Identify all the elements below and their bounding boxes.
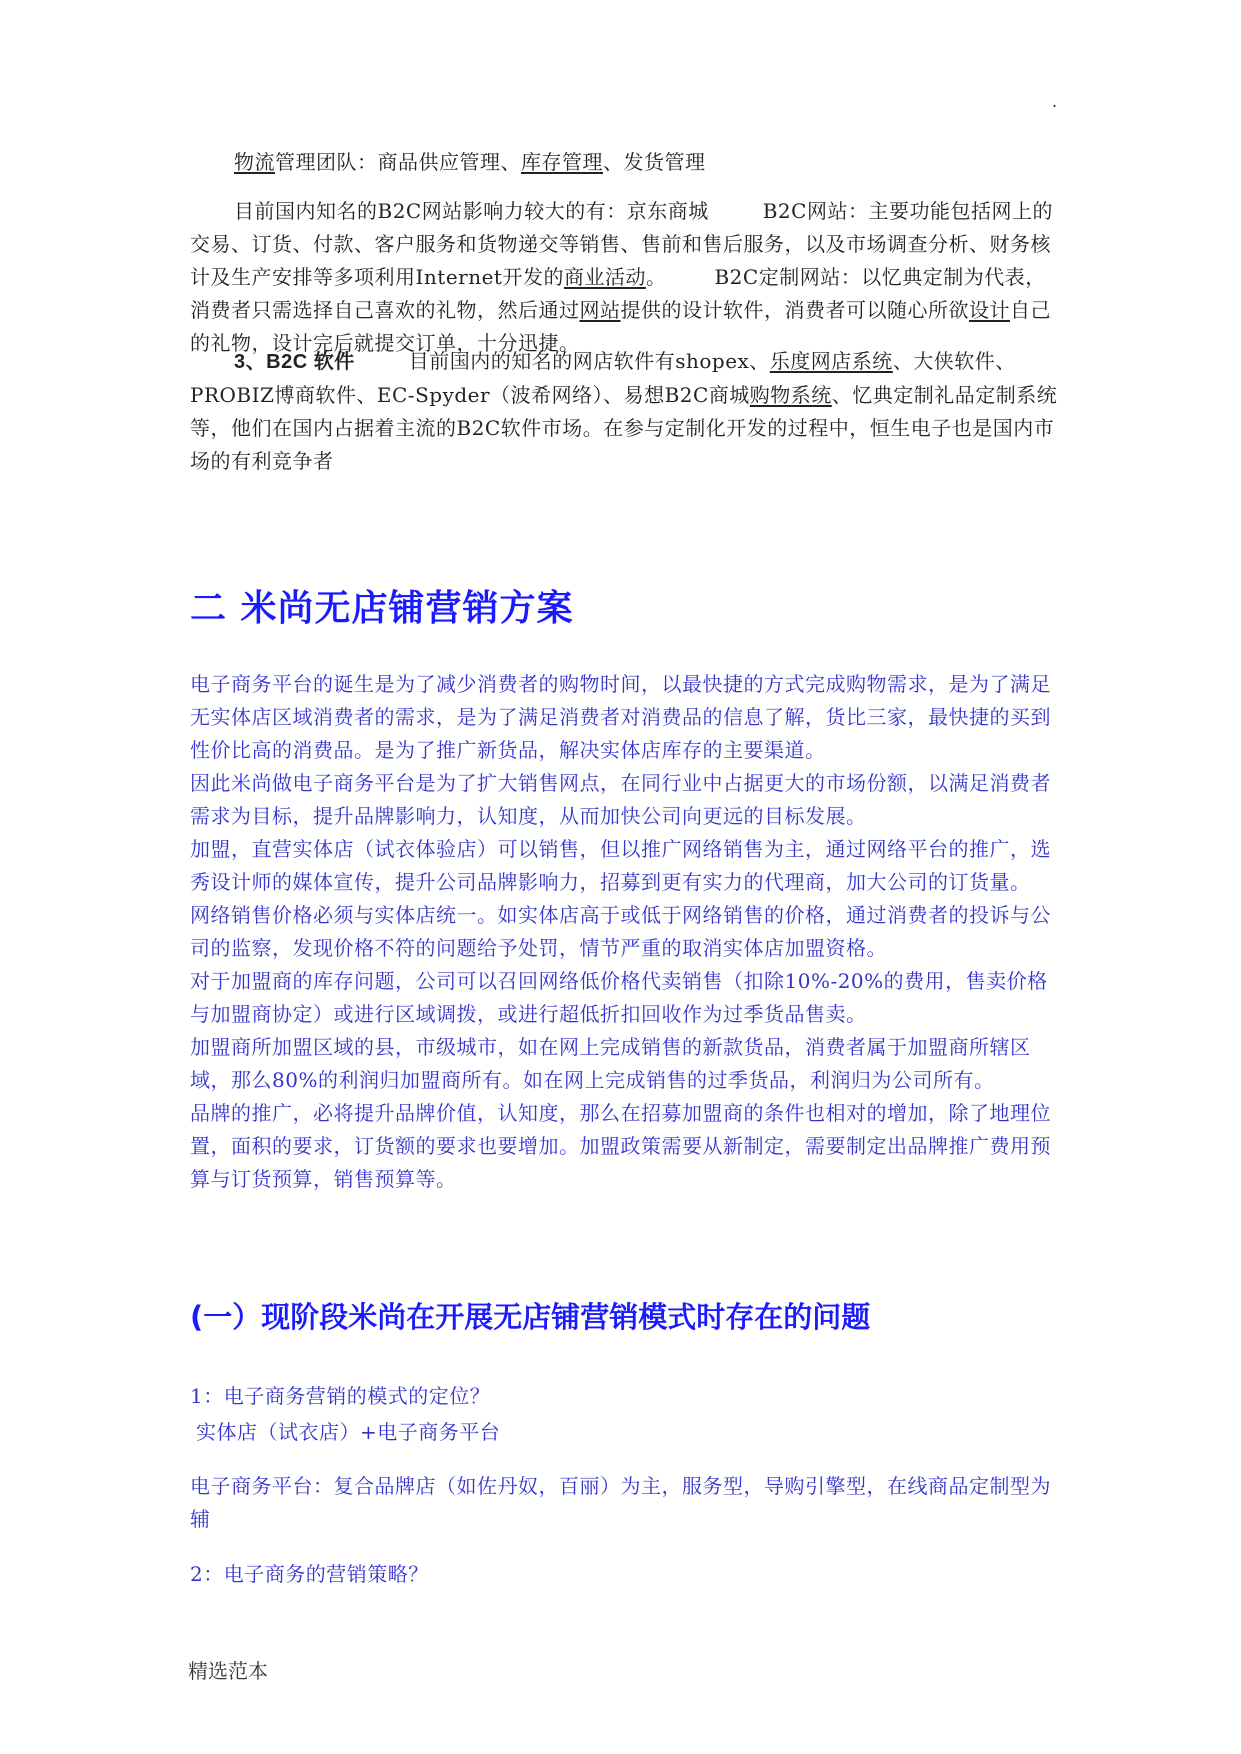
section-2-body	[190, 668, 1060, 1196]
corner-mark: .	[1052, 92, 1058, 111]
paragraph-pricing: 网络销售价格必须与实体店统一。如实体店高于或低于网络销售的价格，通过消费者的投诉与公司的监察，发现价格不符的问题给予处罚，情节严重的取消实体店加盟资格。	[190, 903, 1051, 960]
b2c-text-5: 提供的设计软件，消费者可以随心所欲	[620, 298, 969, 322]
software-text-1: 目前国内的知名的网店软件有shopex、	[408, 349, 770, 373]
software-text-2: 、大侠软件、PROBIZ博商软件、EC-Spyder（波希网络）、易想B2C商城	[190, 349, 1016, 407]
question-1-answer: 实体店（试衣店）+电子商务平台	[196, 1420, 501, 1444]
logistics-text-a: 管理团队：商品供应管理、	[275, 150, 521, 174]
shopping-system-link[interactable]: 购物系统	[749, 383, 832, 407]
ledu-system-link[interactable]: 乐度网店系统	[769, 349, 893, 373]
paragraph-purpose: 电子商务平台的诞生是为了减少消费者的购物时间，以最快捷的方式完成购物需求，是为了满足无实体店区域消费者的需求，是为了满足消费者对消费品的信息了解，货比三家，最快捷的买到性价比高的消费品。是为了推广新货品，解决实体店库存的主要渠道。	[190, 672, 1051, 762]
footer-text: 精选范本	[188, 1659, 268, 1683]
design-link[interactable]: 设计	[969, 298, 1010, 322]
paragraph-franchise: 加盟，直营实体店（试衣体验店）可以销售，但以推广网络销售为主，通过网络平台的推广，选秀设计师的媒体宣传，提升公司品牌影响力，招募到更有实力的代理商，加大公司的订货量。	[190, 837, 1051, 894]
business-activity-link[interactable]: 商业活动	[563, 265, 646, 289]
inventory-management-link[interactable]: 库存管理	[521, 150, 603, 174]
logistics-line	[190, 146, 1060, 179]
website-link[interactable]: 网站	[579, 298, 621, 322]
question-2: 2：电子商务的营销策略？	[190, 1562, 429, 1586]
b2c-paragraph	[190, 195, 1060, 360]
software-text-3: 、忆典定制礼品定制系统等，他们在国内占据着主流的B2C软件市场。在参与定制化开发的过程中，恒生电子也是国内市场的有利竞争者	[190, 383, 1058, 473]
paragraph-profit: 加盟商所加盟区域的县，市级城市，如在网上完成销售的新款货品，消费者属于加盟商所辖区域，那么80%的利润归加盟商所有。如在网上完成销售的过季货品，利润归为公司所有。	[190, 1035, 1031, 1092]
b2c-text-6: 自己的礼物，设计完后就提交订单，十分迅捷。	[190, 298, 1051, 355]
logistics-text-b: 、发货管理	[603, 150, 706, 174]
software-paragraph	[190, 345, 1060, 478]
logistics-lead: 物流	[234, 150, 275, 174]
question-1: 1：电子商务营销的模式的定位？	[190, 1384, 491, 1408]
software-label: 3、B2C 软件	[234, 351, 355, 373]
b2c-text-3: 。	[645, 265, 667, 289]
platform-description: 电子商务平台：复合品牌店（如佐丹奴，百丽）为主，服务型，导购引擎型，在线商品定制型为辅	[190, 1474, 1051, 1531]
subsection-heading: (一）现阶段米尚在开展无店铺营销模式时存在的问题	[190, 1300, 871, 1334]
b2c-text-4: B2C定制网站：以忆典定制为代表，消费者只需选择自己喜欢的礼物，然后通过	[190, 265, 1046, 322]
b2c-text-2: B2C网站：主要功能包括网上的交易、订货、付款、客户服务和货物递交等销售、售前和售后服务，以及市场调查分析、财务核计及生产安排等多项利用Internet开发的	[190, 199, 1053, 289]
paragraph-goal: 因此米尚做电子商务平台是为了扩大销售网点，在同行业中占据更大的市场份额，以满足消费者需求为目标，提升品牌影响力，认知度，从而加快公司向更远的目标发展。	[190, 771, 1051, 828]
section-2-heading: 二 米尚无店铺营销方案	[190, 588, 574, 629]
paragraph-inventory: 对于加盟商的库存问题，公司可以召回网络低价格代卖销售（扣除10%-20%的费用，售卖价格与加盟商协定）或进行区域调拨，或进行超低折扣回收作为过季货品售卖。	[190, 969, 1048, 1026]
b2c-text-1: 目前国内知名的B2C网站影响力较大的有：京东商城	[234, 199, 709, 223]
paragraph-promotion: 品牌的推广，必将提升品牌价值，认知度，那么在招募加盟商的条件也相对的增加，除了地理位置，面积的要求，订货额的要求也要增加。加盟政策需要从新制定，需要制定出品牌推广费用预算与订货预算，销售预算等。	[190, 1101, 1051, 1191]
